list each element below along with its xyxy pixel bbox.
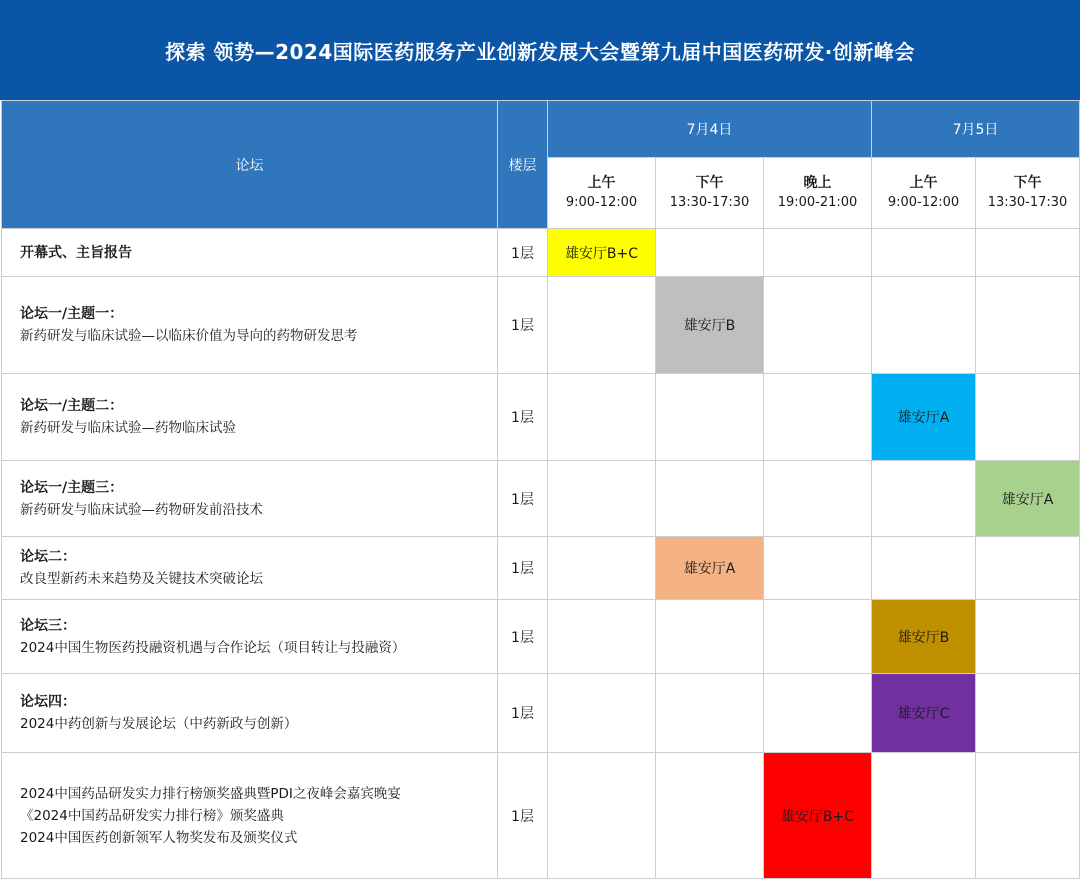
forum-name-cell <box>2 600 498 674</box>
table-row <box>2 229 1080 277</box>
empty-cell <box>872 277 976 374</box>
venue-label: 雄安厅B+C <box>564 245 639 262</box>
time-slot-range: 9:00-12:00 <box>887 195 960 210</box>
forum-subtitle: 新药研发与临床试验—药物研发前沿技术 <box>20 501 263 518</box>
empty-cell <box>872 229 976 277</box>
venue-label: 雄安厅A <box>1001 491 1054 508</box>
floor-cell: 1层 <box>498 461 548 537</box>
empty-cell <box>976 753 1080 879</box>
time-slot-header <box>764 158 872 229</box>
forum-subtitle: 改良型新药未来趋势及关键技术突破论坛 <box>20 571 263 587</box>
forum-title: 论坛一/主题三： <box>20 479 124 496</box>
forum-column-header: 论坛 <box>2 101 498 229</box>
time-slot-name: 上午 <box>909 175 938 191</box>
venue-cell <box>976 461 1080 537</box>
forum-name-cell <box>2 537 498 600</box>
time-slot-range: 19:00-21:00 <box>777 195 858 210</box>
forum-subtitle: 2024中国药品研发实力排行榜颁奖盛典暨PDI之夜峰会嘉宾晚宴 <box>20 785 401 802</box>
floor-cell: 1层 <box>498 277 548 374</box>
empty-cell <box>764 277 872 374</box>
forum-name-cell <box>2 374 498 461</box>
venue-cell <box>656 277 764 374</box>
empty-cell <box>872 537 976 600</box>
venue-cell <box>548 229 656 277</box>
table-row <box>2 600 1080 674</box>
time-slot-header <box>548 158 656 229</box>
forum-name-cell <box>2 674 498 753</box>
forum-name-cell <box>2 229 498 277</box>
empty-cell <box>976 537 1080 600</box>
forum-title: 论坛二： <box>20 549 76 565</box>
time-slot-header <box>976 158 1080 229</box>
venue-cell <box>656 537 764 600</box>
empty-cell <box>656 461 764 537</box>
empty-cell <box>548 537 656 600</box>
forum-title: 开幕式、主旨报告 <box>20 244 132 261</box>
empty-cell <box>976 674 1080 753</box>
floor-cell: 1层 <box>498 600 548 674</box>
time-slot-header <box>656 158 764 229</box>
forum-subtitle: 新药研发与临床试验—以临床价值为导向的药物研发思考 <box>20 328 358 344</box>
forum-subtitle: 2024中药创新与发展论坛（中药新政与创新） <box>20 716 298 732</box>
time-slot-range: 9:00-12:00 <box>565 195 638 210</box>
empty-cell <box>656 600 764 674</box>
empty-cell <box>976 374 1080 461</box>
table-row <box>2 461 1080 537</box>
time-slot-name: 上午 <box>587 175 616 191</box>
time-slot-header <box>872 158 976 229</box>
empty-cell <box>656 674 764 753</box>
forum-title: 论坛四： <box>20 694 76 710</box>
empty-cell <box>764 537 872 600</box>
floor-cell: 1层 <box>498 229 548 277</box>
forum-subtitle: 新药研发与临床试验—药物临床试验 <box>20 420 236 436</box>
floor-cell: 1层 <box>498 674 548 753</box>
time-slot-range: 13:30-17:30 <box>669 195 750 210</box>
empty-cell <box>872 461 976 537</box>
empty-cell <box>656 374 764 461</box>
empty-cell <box>976 277 1080 374</box>
table-row <box>2 537 1080 600</box>
venue-label: 雄安厅B <box>683 318 736 334</box>
forum-title: 论坛三： <box>20 617 76 634</box>
floor-cell: 1层 <box>498 537 548 600</box>
venue-label: 雄安厅B+C <box>780 808 855 825</box>
empty-cell <box>976 600 1080 674</box>
forum-title: 论坛一/主题一： <box>20 306 124 322</box>
table-row <box>2 753 1080 879</box>
venue-cell <box>872 674 976 753</box>
venue-label: 雄安厅A <box>897 410 950 426</box>
empty-cell <box>656 229 764 277</box>
time-slot-name: 晚上 <box>803 175 832 191</box>
table-row <box>2 277 1080 374</box>
empty-cell <box>548 674 656 753</box>
forum-name-cell <box>2 277 498 374</box>
empty-cell <box>976 229 1080 277</box>
empty-cell <box>548 461 656 537</box>
floor-cell: 1层 <box>498 374 548 461</box>
table-row <box>2 674 1080 753</box>
date-header-day1: 7月4日 <box>548 101 872 158</box>
forum-title: 论坛一/主题二： <box>20 398 124 414</box>
empty-cell <box>764 374 872 461</box>
empty-cell <box>548 374 656 461</box>
venue-label: 雄安厅C <box>897 706 950 722</box>
venue-cell <box>764 753 872 879</box>
empty-cell <box>764 600 872 674</box>
forum-name-cell <box>2 753 498 879</box>
forum-subtitle: 2024中国生物医药投融资机遇与合作论坛（项目转让与投融资） <box>20 639 406 656</box>
empty-cell <box>548 277 656 374</box>
time-slot-name: 下午 <box>1013 175 1042 191</box>
page-title: 探索 领势—2024国际医药服务产业创新发展大会暨第九届中国医药研发·创新峰会 <box>0 0 1080 100</box>
empty-cell <box>548 600 656 674</box>
venue-cell <box>872 374 976 461</box>
venue-label: 雄安厅B <box>897 629 950 646</box>
floor-column-header: 楼层 <box>498 101 548 229</box>
forum-subtitle: 2024中国医药创新领军人物奖发布及颁奖仪式 <box>20 829 298 846</box>
empty-cell <box>764 674 872 753</box>
empty-cell <box>764 461 872 537</box>
empty-cell <box>872 753 976 879</box>
schedule-table <box>1 100 1080 879</box>
forum-name-cell <box>2 461 498 537</box>
empty-cell <box>764 229 872 277</box>
date-header-day2: 7月5日 <box>872 101 1080 158</box>
venue-label: 雄安厅A <box>683 561 736 577</box>
forum-subtitle: 《2024中国药品研发实力排行榜》颁奖盛典 <box>20 807 284 824</box>
time-slot-range: 13:30-17:30 <box>987 195 1068 210</box>
venue-cell <box>872 600 976 674</box>
table-row <box>2 374 1080 461</box>
empty-cell <box>656 753 764 879</box>
empty-cell <box>548 753 656 879</box>
floor-cell: 1层 <box>498 753 548 879</box>
time-slot-name: 下午 <box>695 175 724 191</box>
